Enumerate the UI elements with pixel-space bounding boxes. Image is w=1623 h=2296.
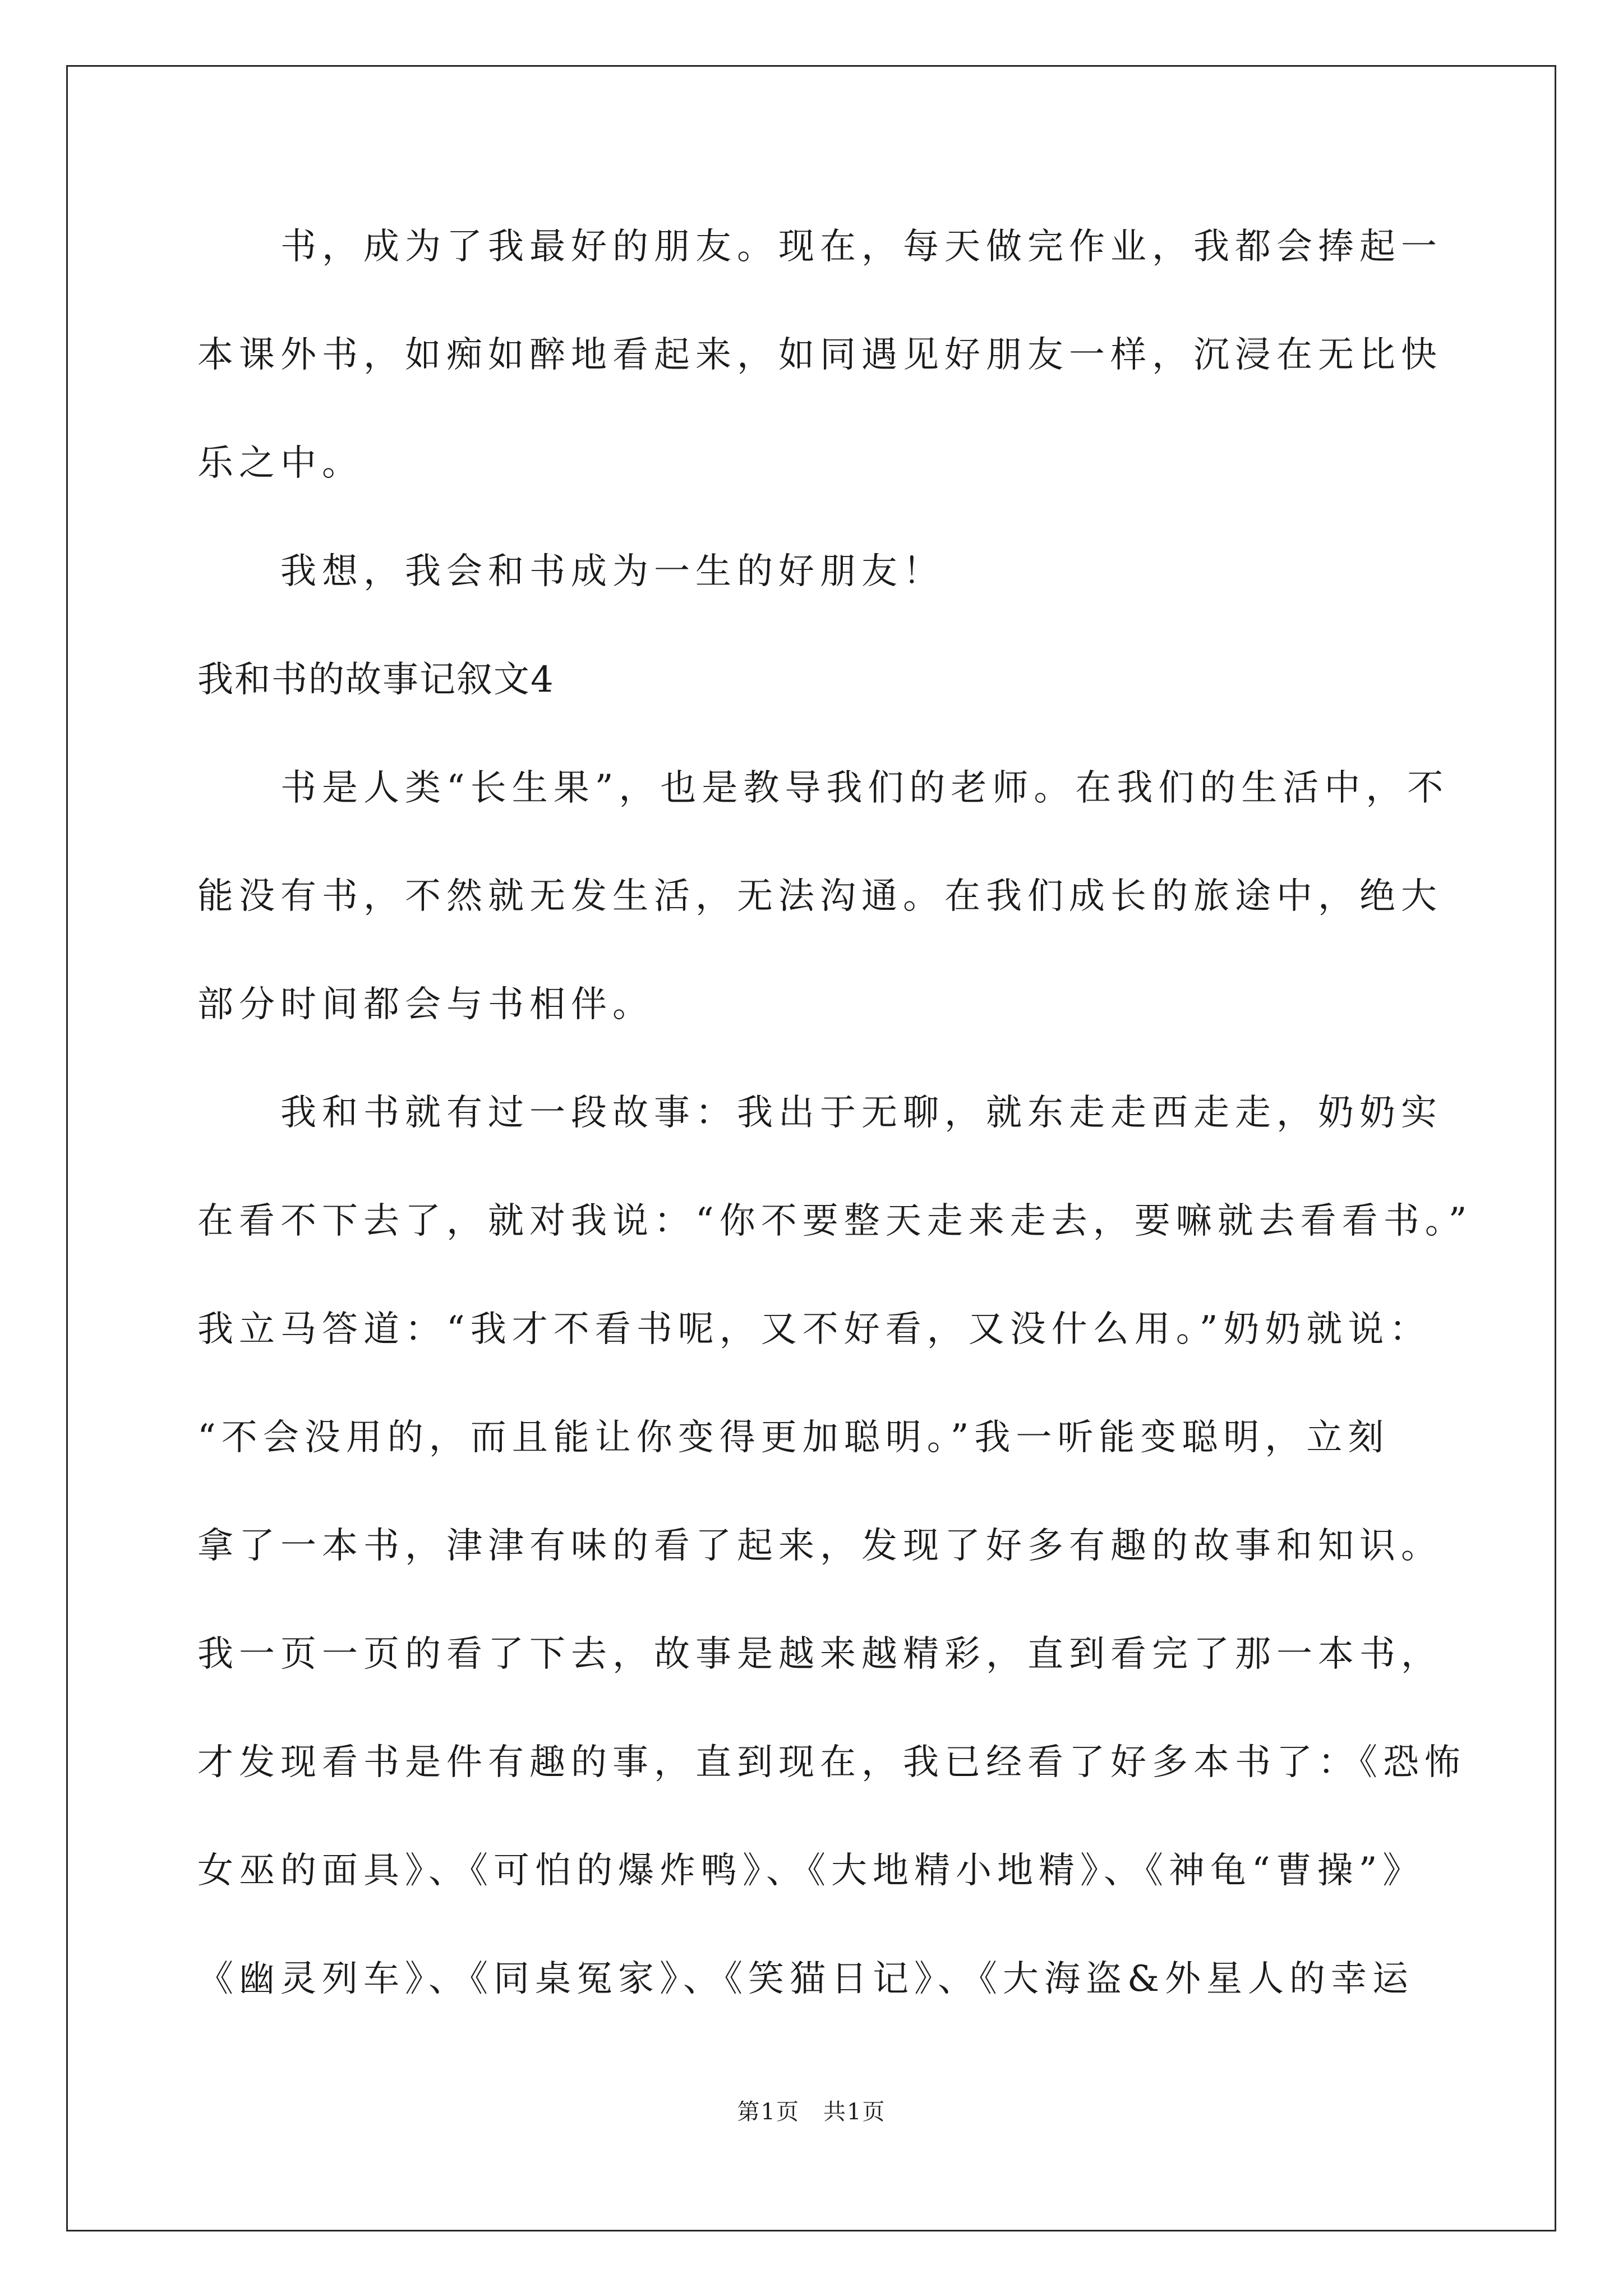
paragraph-line: 女巫的面具》、《可怕的爆炸鸭》、《大地精小地精》、《神龟“曹操”》 bbox=[197, 1850, 1424, 1892]
paragraph-line: 我想，我会和书成为一生的好朋友！ bbox=[280, 551, 944, 592]
section-heading: 我和书的故事记叙文4 bbox=[197, 659, 555, 701]
paragraph-line: 在看不下去了，就对我说：“你不要整天走来走去，要嘛就去看看书。” bbox=[197, 1200, 1473, 1242]
paragraph-line: 我一页一页的看了下去，故事是越来越精彩，直到看完了那一本书， bbox=[197, 1634, 1442, 1675]
paragraph-line: 书是人类“长生果”，也是教导我们的老师。在我们的生活中，不 bbox=[280, 767, 1449, 809]
paragraph-line: 《幽灵列车》、《同桌冤家》、《笑猫日记》、《大海盗&外星人的幸运 bbox=[197, 1958, 1414, 2000]
paragraph-line: 书，成为了我最好的朋友。现在，每天做完作业，我都会捧起一 bbox=[280, 226, 1442, 268]
paragraph-line: 我立马答道：“我才不看书呢，又不好看，又没什么用。”奶奶就说： bbox=[197, 1309, 1431, 1350]
paragraph-line: 能没有书，不然就无发生活，无法沟通。在我们成长的旅途中，绝大 bbox=[197, 876, 1442, 917]
paragraph-line: 我和书就有过一段故事：我出于无聊，就东走走西走走，奶奶实 bbox=[280, 1092, 1442, 1134]
paragraph-line: 部分时间都会与书相伴。 bbox=[197, 984, 654, 1025]
paragraph-line: 拿了一本书，津津有味的看了起来，发现了好多有趣的故事和知识。 bbox=[197, 1525, 1442, 1567]
paragraph-line: 本课外书，如痴如醉地看起来，如同遇见好朋友一样，沉浸在无比快 bbox=[197, 334, 1442, 376]
paragraph-line: 乐之中。 bbox=[197, 443, 363, 484]
page-footer: 第1页 共1页 bbox=[737, 2099, 886, 2125]
page-border bbox=[66, 65, 1556, 2231]
paragraph-line: 才发现看书是件有趣的事，直到现在，我已经看了好多本书了：《恐怖 bbox=[197, 1742, 1466, 1783]
paragraph-line: “不会没用的，而且能让你变得更加聪明。”我一听能变聪明，立刻 bbox=[197, 1417, 1390, 1458]
